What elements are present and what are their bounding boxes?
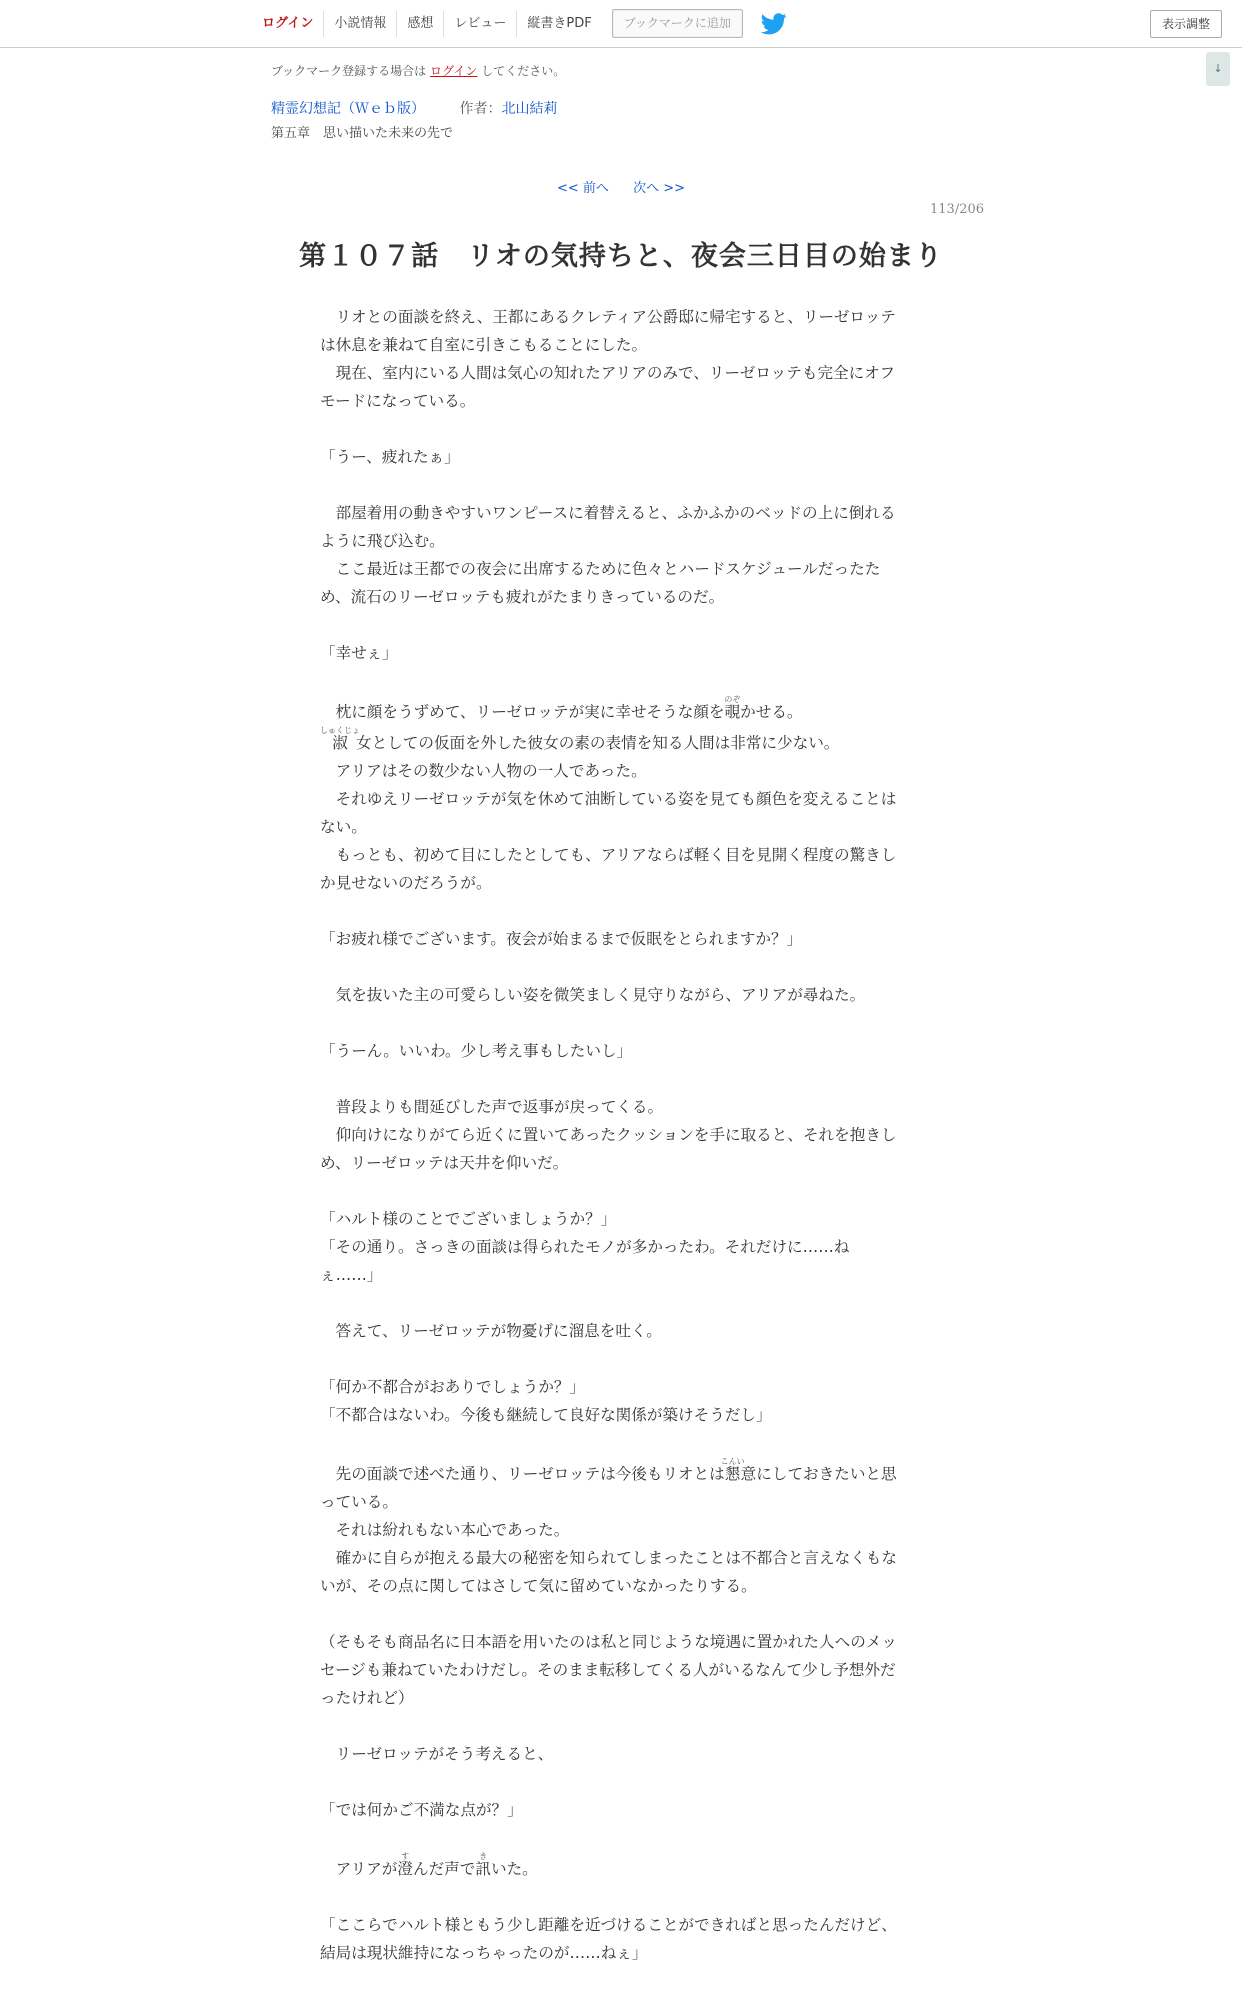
chapter-title: 第五章 思い描いた未来の先で (271, 126, 454, 141)
body-line: 「何か不都合がおありでしょうか？」 (320, 1378, 586, 1396)
body-line (320, 1600, 920, 1628)
episode-title: 第１０７話 リオの気持ちと、夜会三日目の始まり (299, 241, 943, 272)
ruby-su (397, 1852, 413, 1878)
ruby-base: 懇 (720, 1465, 745, 1483)
author-link[interactable]: 北山結莉 (501, 101, 558, 117)
ruby-reading: き (475, 1852, 491, 1861)
ruby-reading: しゅくじょ (320, 726, 360, 735)
body-line: いが、その点に関してはさして気に留めていなかったりする。 (320, 1577, 757, 1595)
nav-review[interactable]: レビュー (444, 11, 517, 37)
body-line (320, 1768, 920, 1796)
body-line: ったけれど） (320, 1689, 414, 1707)
body-line: 「うー、疲れたぁ」 (320, 448, 460, 466)
body-text-segment: アリアが (320, 1860, 398, 1878)
login-notice-prefix: ブックマーク登録する場合は (271, 64, 427, 78)
body-line (320, 1457, 920, 1488)
body-line: リオとの面談を終え、王都にあるクレティア公爵邸に帰宅すると、リーゼロッテ (320, 308, 896, 326)
ruby-base: 淑 (320, 734, 360, 752)
episode-pager (0, 177, 1242, 196)
ruby-reading: のぞ (724, 695, 741, 704)
body-line: 「ここらでハルト様ともう少し距離を近づけることができればと思ったんだけど、 (320, 1916, 897, 1934)
ruby-base: 覗 (724, 703, 741, 721)
login-notice (271, 62, 565, 79)
nav-vertical-pdf[interactable]: 縦書きPDF (527, 15, 592, 31)
scroll-down-button[interactable]: ↓ (1206, 52, 1230, 86)
body-text-segment: 先の面談で述べた通り、リーゼロッテは今後もリオとは (320, 1465, 725, 1483)
body-line (320, 953, 920, 981)
twitter-icon[interactable] (761, 13, 787, 35)
body-line (320, 1852, 920, 1883)
body-line: 気を抜いた主の可愛らしい姿を微笑ましく見守りながら、アリアが尋ねた。 (320, 986, 866, 1004)
body-line (320, 1177, 920, 1205)
body-line: アリアはその数少ない人物の一人であった。 (320, 762, 647, 780)
body-line: 「お疲れ様でございます。夜会が始まるまで仮眠をとられますか？」 (320, 930, 803, 948)
body-line: セージも兼ねていたわけだし。そのまま転移してくる人がいるなんて少し予想外だ (320, 1661, 896, 1679)
body-line: 普段よりも間延びした声で返事が戻ってくる。 (320, 1098, 664, 1116)
page-count: 113/206 (930, 202, 985, 217)
nav-login[interactable]: ログイン (252, 11, 324, 37)
body-line: それは紛れもない本心であった。 (320, 1521, 570, 1539)
nav-novel-info[interactable]: 小説情報 (324, 11, 397, 37)
body-line: ない。 (320, 818, 367, 836)
body-line (320, 611, 920, 639)
prev-episode-link[interactable]: << 前へ (557, 181, 609, 196)
ruby-shukujo (320, 726, 360, 752)
body-line (320, 1345, 920, 1373)
body-line: 部屋着用の動きやすいワンピースに着替えると、ふかふかのベッドの上に倒れる (320, 504, 896, 522)
body-line (320, 897, 920, 925)
ruby-base: 澄 (397, 1860, 413, 1878)
body-line: ここ最近は王都での夜会に出席するために色々とハードスケジュールだったた (320, 560, 881, 578)
body-line: 「ハルト様のことでございましょうか？」 (320, 1210, 617, 1228)
body-line: ぇ……」 (320, 1266, 383, 1284)
body-line: 仰向けになりがてら近くに置いてあったクッションを手に取ると、それを抱きし (320, 1126, 897, 1144)
body-line: もっとも、初めて目にしたとしても、アリアならば軽く目を見開く程度の驚きし (320, 846, 897, 864)
body-line: 「うーん。いいわ。少し考え事もしたいし」 (320, 1042, 633, 1060)
ruby-ki (475, 1852, 491, 1878)
body-text-segment: いた。 (490, 1860, 538, 1878)
body-line: 現在、室内にいる人間は気心の知れたアリアのみで、リーゼロッテも完全にオフ (320, 364, 895, 382)
body-line: め、リーゼロッテは天井を仰いだ。 (320, 1154, 569, 1172)
body-line (320, 1009, 920, 1037)
login-notice-link[interactable]: ログイン (430, 64, 478, 78)
login-notice-suffix: してください。 (481, 64, 566, 78)
body-line: 「幸せぇ」 (320, 644, 398, 662)
body-line: っている。 (320, 1493, 398, 1511)
body-line (320, 726, 920, 757)
body-line: め、流石のリーゼロッテも疲れがたまりきっているのだ。 (320, 588, 725, 606)
add-bookmark-button[interactable]: ブックマークに追加 (612, 9, 743, 38)
body-line (320, 1883, 920, 1911)
body-line: それゆえリーゼロッテが気を休めて油断している姿を見ても顔色を変えることは (320, 790, 897, 808)
body-text-segment: んだ声で (412, 1860, 476, 1878)
body-line: 「その通り。さっきの面談は得られたモノが多かったわ。それだけに……ね (320, 1238, 850, 1256)
body-line (320, 1065, 920, 1093)
body-line: 答えて、リーゼロッテが物憂げに溜息を吐く。 (320, 1322, 662, 1340)
body-line: リーゼロッテがそう考えると、 (320, 1745, 554, 1763)
top-navigation-bar (0, 0, 1242, 48)
main-nav (252, 0, 787, 47)
body-line: 「不都合はないわ。今後も継続して良好な関係が築けそうだし」 (320, 1406, 772, 1424)
body-line (320, 471, 920, 499)
display-settings-button[interactable]: 表示調整 (1150, 10, 1222, 38)
body-text-segment: かせる。 (740, 703, 803, 721)
body-line: は休息を兼ねて自室に引きこもることにした。 (320, 336, 648, 354)
body-line (320, 415, 920, 443)
body-line: 確かに自らが抱える最大の秘密を知られてしまったことは不都合と言えなくもな (320, 1549, 897, 1567)
body-line: 結局は現状維持になっちゃったのが……ねぇ」 (320, 1944, 648, 1962)
novel-info-line (271, 98, 557, 118)
ruby-base: 訊 (475, 1860, 491, 1878)
ruby-reading: こんい (720, 1457, 745, 1466)
body-text-segment: 枕に顔をうずめて、リーゼロッテが実に幸せそうな顔を (320, 703, 725, 721)
body-line (320, 667, 920, 695)
body-line (320, 1289, 920, 1317)
ruby-reading: す (397, 1852, 413, 1861)
body-line: か見せないのだろうが。 (320, 874, 492, 892)
ruby-nozo (724, 695, 741, 721)
body-line: ように飛び込む。 (320, 532, 445, 550)
nav-impressions[interactable]: 感想 (397, 11, 444, 37)
novel-title-link[interactable]: 精霊幻想記（Ｗｅｂ版） (271, 101, 425, 117)
ruby-konni (720, 1457, 745, 1483)
body-line (320, 1824, 920, 1852)
body-text-segment: 女としての仮面を外した彼女の素の表情を知る人間は非常に少ない。 (355, 734, 840, 752)
next-episode-link[interactable]: 次へ >> (633, 181, 685, 196)
body-line: （そもそも商品名に日本語を用いたのは私と同じような境遇に置かれた人へのメッ (320, 1633, 897, 1651)
author-label: 作者： (459, 101, 502, 117)
body-line (320, 1429, 920, 1457)
body-line: モードになっている。 (320, 392, 476, 410)
novel-body-text (320, 303, 920, 1967)
body-line: 「では何かご不満な点が？」 (320, 1801, 523, 1819)
body-line (320, 695, 920, 726)
body-text-segment: 意にしておきたいと思 (740, 1465, 897, 1483)
body-line (320, 1712, 920, 1740)
